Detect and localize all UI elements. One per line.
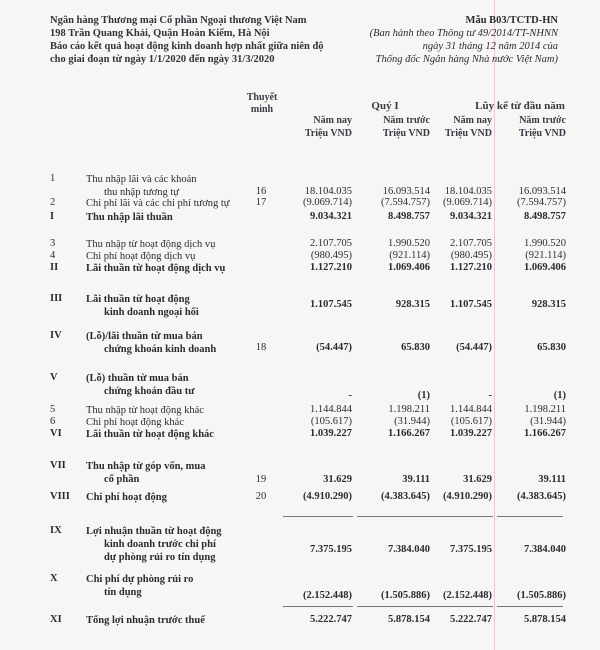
row-value: (9.069.714) — [303, 197, 352, 208]
subheader-unit: Triệu VND — [304, 128, 352, 139]
issued-line-2: ngày 31 tháng 12 năm 2014 của — [422, 41, 558, 52]
row-note-ref: 17 — [255, 197, 267, 208]
row-label-line: Lãi thuần từ hoạt động — [86, 294, 190, 305]
rule-total-ytd-last — [497, 606, 563, 607]
subheader-last-year: Năm trước — [519, 115, 566, 126]
row-code: 4 — [50, 250, 56, 261]
row-value: 65.830 — [401, 342, 430, 353]
row-code: 1 — [50, 173, 56, 184]
ytd-group-header: Lũy kế từ đầu năm — [475, 100, 565, 112]
bank-name: Ngân hàng Thương mại Cổ phần Ngoại thương Việt Nam — [50, 15, 307, 26]
row-code: IX — [50, 525, 62, 536]
row-value: 1.198.211 — [388, 404, 430, 415]
rule-q1-last-ytd-this — [357, 516, 493, 517]
row-value: (1) — [417, 390, 430, 401]
row-value: (1) — [553, 390, 566, 401]
row-value: 39.111 — [538, 474, 566, 485]
row-value: 7.375.195 — [450, 544, 492, 555]
row-value: (4.383.645) — [517, 491, 566, 502]
row-value: 1.107.545 — [310, 299, 352, 310]
row-code: VIII — [50, 491, 70, 502]
row-label — [86, 173, 197, 199]
rule-ytd-last — [497, 516, 563, 517]
row-value: (921.114) — [525, 250, 566, 261]
row-value: (4.910.290) — [303, 491, 352, 502]
row-label-line: Thu nhập lãi và các khoản — [86, 174, 197, 185]
row-label — [86, 614, 205, 627]
row-value: (9.069.714) — [443, 197, 492, 208]
subheader-this-year: Năm nay — [453, 115, 492, 126]
row-value: (105.617) — [310, 416, 352, 427]
row-code: VI — [50, 428, 62, 439]
row-note-ref: 18 — [255, 342, 267, 353]
subheader-last-year: Năm trước — [383, 115, 430, 126]
row-value: 1.127.210 — [450, 262, 492, 273]
subheader-unit: Triệu VND — [382, 128, 430, 139]
row-label — [86, 573, 193, 599]
row-value: 1.107.545 — [450, 299, 492, 310]
form-code: Mẫu B03/TCTD-HN — [465, 15, 558, 26]
row-value: (2.152.448) — [443, 590, 492, 601]
row-label-line: Thu nhập từ hoạt động dịch vụ — [86, 239, 216, 250]
subheader-unit: Triệu VND — [518, 128, 566, 139]
row-label — [86, 211, 173, 224]
row-value: 8.498.757 — [388, 211, 430, 222]
row-value: 928.315 — [395, 299, 430, 310]
row-value: 9.034.321 — [310, 211, 352, 222]
row-label-line: Chi phí lãi và các chi phí tương tự — [86, 198, 230, 209]
row-label-line: Lãi thuần từ hoạt động dịch vụ — [86, 263, 226, 274]
row-label-line: tín dụng — [104, 587, 142, 598]
row-value: (980.495) — [310, 250, 352, 261]
row-value: 16.093.514 — [382, 186, 430, 197]
row-code: X — [50, 573, 58, 584]
row-label-line: Chi phí hoạt động dịch vụ — [86, 251, 196, 262]
row-value: 1.990.520 — [524, 238, 566, 249]
row-value: 7.375.195 — [310, 544, 352, 555]
row-label-line: chứng khoán kinh doanh — [104, 344, 217, 355]
row-value: 1.144.844 — [450, 404, 492, 415]
row-value: (7.594.757) — [517, 197, 566, 208]
row-value: 928.315 — [531, 299, 566, 310]
row-label-line: dự phòng rủi ro tín dụng — [104, 552, 216, 563]
row-value: (31.944) — [530, 416, 566, 427]
row-label — [86, 525, 222, 564]
row-label-line: Tổng lợi nhuận trước thuế — [86, 615, 205, 626]
note-column-header — [244, 92, 280, 116]
row-value: 31.629 — [463, 474, 492, 485]
row-code: VII — [50, 460, 66, 471]
subheader-this-year: Năm nay — [313, 115, 352, 126]
row-label-line: chứng khoán đầu tư — [104, 386, 195, 397]
row-value: 9.034.321 — [450, 211, 492, 222]
issued-line-3: Thống đốc Ngân hàng Nhà nước Việt Nam) — [375, 54, 558, 65]
row-value: 2.107.705 — [310, 238, 352, 249]
row-label-line: kinh doanh ngoại hối — [104, 307, 199, 318]
row-label — [86, 491, 167, 504]
row-value: (7.594.757) — [381, 197, 430, 208]
row-value: 1.069.406 — [524, 262, 566, 273]
row-label-line: (Lỗ)/lãi thuần từ mua bán — [86, 331, 203, 342]
row-code: 6 — [50, 416, 56, 427]
row-value: (1.505.886) — [381, 590, 430, 601]
row-label-line: Chi phí hoạt động khác — [86, 417, 184, 428]
row-label-line: cổ phần — [104, 474, 140, 485]
row-value: - — [488, 390, 492, 401]
row-value: 5.222.747 — [310, 614, 352, 625]
row-value: 18.104.035 — [444, 186, 492, 197]
row-label-line: Lãi thuần từ hoạt động khác — [86, 429, 214, 440]
row-value: - — [348, 390, 352, 401]
row-label-line: thu nhập tương tự — [104, 187, 179, 198]
subheader-unit: Triệu VND — [444, 128, 492, 139]
row-value: 1.144.844 — [310, 404, 352, 415]
row-code: II — [50, 262, 59, 273]
row-value: (2.152.448) — [303, 590, 352, 601]
row-value: (921.114) — [389, 250, 430, 261]
row-note-ref: 19 — [255, 474, 267, 485]
row-value: (54.447) — [316, 342, 352, 353]
row-value: 1.039.227 — [310, 428, 352, 439]
row-value: 31.629 — [323, 474, 352, 485]
row-label — [86, 460, 206, 486]
row-code: XI — [50, 614, 62, 625]
row-value: 1.166.267 — [524, 428, 566, 439]
note-header-line2: minh — [250, 104, 274, 115]
row-value: 1.198.211 — [524, 404, 566, 415]
row-value: 39.111 — [402, 474, 430, 485]
row-label — [86, 262, 225, 275]
row-value: 18.104.035 — [304, 186, 352, 197]
row-value: (4.383.645) — [381, 491, 430, 502]
row-code: 5 — [50, 404, 56, 415]
row-value: 5.222.747 — [450, 614, 492, 625]
row-value: 1.069.406 — [388, 262, 430, 273]
row-value: (31.944) — [394, 416, 430, 427]
row-value: 5.878.154 — [524, 614, 566, 625]
row-label-line: Lợi nhuận thuần từ hoạt động — [86, 526, 222, 537]
row-value: 8.498.757 — [524, 211, 566, 222]
row-value: 1.990.520 — [388, 238, 430, 249]
row-value: (980.495) — [450, 250, 492, 261]
report-period: cho giai đoạn từ ngày 1/1/2020 đến ngày 31/3/2020 — [50, 54, 275, 65]
row-label — [86, 293, 199, 319]
rule-total-q1-this — [283, 606, 353, 607]
row-code: 2 — [50, 197, 56, 208]
issued-line-1: (Ban hành theo Thông tư 49/2014/TT-NHNN — [369, 28, 558, 39]
row-label — [86, 197, 230, 210]
row-label-line: Chi phí hoạt động — [86, 492, 167, 503]
row-note-ref: 20 — [255, 491, 267, 502]
row-code: 3 — [50, 238, 56, 249]
row-value: (54.447) — [456, 342, 492, 353]
row-label-line: Chi phí dự phòng rủi ro — [86, 574, 194, 585]
row-label — [86, 428, 214, 441]
bank-address: 198 Trần Quang Khải, Quận Hoàn Kiếm, Hà Nội — [50, 28, 270, 39]
row-value: 5.878.154 — [388, 614, 430, 625]
row-label — [86, 372, 195, 398]
row-value: (1.505.886) — [517, 590, 566, 601]
header-right — [370, 14, 558, 66]
row-value: 2.107.705 — [450, 238, 492, 249]
report-title: Báo cáo kết quả hoạt động kinh doanh hợp nhất giữa niên độ — [50, 41, 324, 52]
rule-total-mid — [357, 606, 493, 607]
row-code: IV — [50, 330, 62, 341]
row-value: 1.127.210 — [310, 262, 352, 273]
row-code: III — [50, 293, 63, 304]
row-note-ref: 16 — [255, 186, 267, 197]
note-header-line1: Thuyết — [246, 92, 278, 103]
row-value: 7.384.040 — [388, 544, 430, 555]
row-value: 1.166.267 — [388, 428, 430, 439]
row-value: 65.830 — [537, 342, 566, 353]
row-label-line: kinh doanh trước chi phí — [104, 539, 216, 550]
row-label-line: Thu nhập từ hoạt động khác — [86, 405, 204, 416]
row-label-line: Thu nhập lãi thuần — [86, 212, 173, 223]
row-value: 1.039.227 — [450, 428, 492, 439]
row-value: 7.384.040 — [524, 544, 566, 555]
row-label-line: (Lỗ) thuần từ mua bán — [86, 373, 189, 384]
row-label — [86, 330, 216, 356]
header-left — [50, 14, 324, 66]
row-value: 16.093.514 — [518, 186, 566, 197]
row-label-line: Thu nhập từ góp vốn, mua — [86, 461, 206, 472]
row-value: (105.617) — [450, 416, 492, 427]
row-value: (4.910.290) — [443, 491, 492, 502]
row-code: I — [50, 211, 55, 222]
rule-q1-this — [283, 516, 353, 517]
quarter-group-header: Quý I — [371, 100, 399, 112]
row-code: V — [50, 372, 58, 383]
